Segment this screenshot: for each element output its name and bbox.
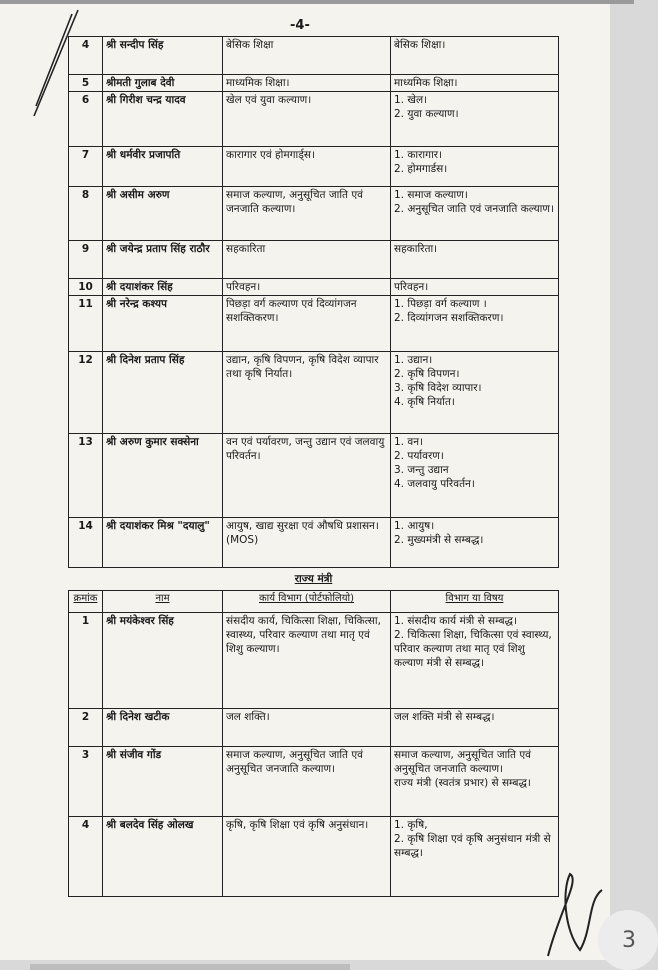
name-cell: श्री बलदेव सिंह ओलख (103, 817, 223, 897)
dept-item: 1. पिछड़ा वर्ग कल्याण । (394, 298, 487, 310)
name-cell: श्री धर्मवीर प्रजापति (103, 147, 223, 187)
serial-cell: 7 (69, 147, 103, 187)
top-edge (0, 0, 634, 4)
dept-item: सहकारिता। (394, 243, 438, 255)
departments-cell (391, 709, 559, 747)
name-cell: श्री दिनेश प्रताप सिंह (103, 352, 223, 434)
departments-cell (391, 434, 559, 518)
table-row (69, 747, 559, 817)
dept-item: 1. वन। (394, 436, 424, 448)
dept-item: 2. दिव्यांगजन सशक्तिकरण। (394, 312, 504, 324)
serial-cell: 11 (69, 296, 103, 352)
bottom-edge (30, 964, 350, 970)
dept-item: 2. मुख्यमंत्री से सम्बद्ध। (394, 534, 484, 546)
header-departments: विभाग या विषय (391, 591, 559, 613)
departments-cell (391, 352, 559, 434)
page-corner-badge: 3 (598, 910, 658, 970)
table-row (69, 296, 559, 352)
departments-cell (391, 518, 559, 568)
departments-cell (391, 75, 559, 92)
dept-item: 1. संसदीय कार्य मंत्री से सम्बद्ध। (394, 615, 517, 627)
dept-item: 1. समाज कल्याण। (394, 189, 468, 201)
dept-item: जल शक्ति मंत्री से सम्बद्ध। (394, 711, 495, 723)
page-number: -4- (290, 18, 310, 33)
name-cell: श्री असीम अरुण (103, 187, 223, 241)
serial-cell: 9 (69, 241, 103, 279)
dept-item: 1. खेल। (394, 94, 428, 106)
serial-cell: 14 (69, 518, 103, 568)
departments-cell (391, 92, 559, 147)
dept-item: बेसिक शिक्षा। (394, 39, 446, 51)
dept-item: 2. कृषि विपणन। (394, 368, 460, 380)
dept-item: 2. युवा कल्याण। (394, 108, 459, 120)
portfolio-cell: समाज कल्याण, अनुसूचित जाति एवं जनजाति कल्याण। (223, 187, 391, 241)
serial-cell: 5 (69, 75, 103, 92)
header-portfolio: कार्य विभाग (पोर्टफोलियो) (223, 591, 391, 613)
table-row (69, 75, 559, 92)
dept-item: 2. चिकित्सा शिक्षा, चिकित्सा एवं स्वास्थ्य, परिवार कल्याण तथा मातृ एवं शिशु कल्याण मंत्री से सम्बद्ध। (394, 629, 552, 669)
serial-cell: 3 (69, 747, 103, 817)
table-row (69, 817, 559, 897)
name-cell: श्री दयाशंकर सिंह (103, 279, 223, 296)
portfolio-cell: कारागार एवं होमगार्ड्स। (223, 147, 391, 187)
departments-cell (391, 296, 559, 352)
dept-item: परिवहन। (394, 281, 429, 293)
dept-item: 4. कृषि निर्यात। (394, 396, 455, 408)
name-cell: श्री गिरीश चन्द्र यादव (103, 92, 223, 147)
name-cell: श्री दिनेश खटीक (103, 709, 223, 747)
table-row (69, 187, 559, 241)
table-row (69, 352, 559, 434)
dept-item: 1. कारागार। (394, 149, 443, 161)
section-title-row (69, 568, 559, 591)
departments-cell (391, 613, 559, 709)
departments-cell (391, 187, 559, 241)
dept-item: 3. कृषि विदेश व्यापार। (394, 382, 482, 394)
departments-cell (391, 747, 559, 817)
departments-cell (391, 817, 559, 897)
table-row (69, 241, 559, 279)
portfolio-cell: खेल एवं युवा कल्याण। (223, 92, 391, 147)
table-row (69, 518, 559, 568)
name-cell: श्रीमती गुलाब देवी (103, 75, 223, 92)
table-row (69, 279, 559, 296)
table-row (69, 434, 559, 518)
ministers-table (68, 36, 559, 897)
dept-item: 1. उद्यान। (394, 354, 433, 366)
dept-item: 1. कृषि, (394, 819, 428, 831)
portfolio-cell: माध्यमिक शिक्षा। (223, 75, 391, 92)
serial-cell: 2 (69, 709, 103, 747)
table-row (69, 613, 559, 709)
name-cell: श्री अरुण कुमार सक्सेना (103, 434, 223, 518)
portfolio-cell: परिवहन। (223, 279, 391, 296)
table-row (69, 147, 559, 187)
name-cell: श्री मयंकेश्वर सिंह (103, 613, 223, 709)
portfolio-cell: वन एवं पर्यावरण, जन्तु उद्यान एवं जलवायु परिवर्तन। (223, 434, 391, 518)
dept-item: 4. जलवायु परिवर्तन। (394, 478, 475, 490)
header-row (69, 591, 559, 613)
dept-item: समाज कल्याण, अनुसूचित जाति एवं अनुसूचित जनजाति कल्याण। (394, 749, 532, 775)
portfolio-cell: संसदीय कार्य, चिकित्सा शिक्षा, चिकित्सा, स्वास्थ्य, परिवार कल्याण तथा मातृ एवं शिशु कल्याण। (223, 613, 391, 709)
mos-section (69, 568, 559, 897)
serial-cell: 4 (69, 817, 103, 897)
cabinet-rows (69, 37, 559, 568)
dept-item: माध्यमिक शिक्षा। (394, 77, 458, 89)
portfolio-cell: आयुष, खाद्य सुरक्षा एवं औषधि प्रशासन। (MOS) (223, 518, 391, 568)
serial-cell: 13 (69, 434, 103, 518)
serial-cell: 1 (69, 613, 103, 709)
dept-item: 3. जन्तु उद्यान (394, 464, 449, 476)
serial-cell: 4 (69, 37, 103, 75)
name-cell: श्री दयाशंकर मिश्र "दयालु" (103, 518, 223, 568)
portfolio-cell: कृषि, कृषि शिक्षा एवं कृषि अनुसंधान। (223, 817, 391, 897)
portfolio-cell: सहकारिता (223, 241, 391, 279)
departments-cell (391, 279, 559, 296)
header-serial: क्रमांक (69, 591, 103, 613)
portfolio-cell: बेसिक शिक्षा (223, 37, 391, 75)
dept-item: 2. अनुसूचित जाति एवं जनजाति कल्याण। (394, 203, 554, 215)
section-title: राज्य मंत्री (69, 568, 559, 591)
name-cell: श्री सन्दीप सिंह (103, 37, 223, 75)
dept-item: राज्य मंत्री (स्वतंत्र प्रभार) से सम्बद्ध। (394, 777, 531, 789)
name-cell: श्री संजीव गोंड (103, 747, 223, 817)
table-row (69, 92, 559, 147)
header-name: नाम (103, 591, 223, 613)
table-row (69, 709, 559, 747)
portfolio-cell: पिछड़ा वर्ग कल्याण एवं दिव्यांगजन सशक्तिकरण। (223, 296, 391, 352)
name-cell: श्री नरेन्द्र कश्यप (103, 296, 223, 352)
dept-item: 2. पर्यावरण। (394, 450, 444, 462)
table-row (69, 37, 559, 75)
name-cell: श्री जयेन्द्र प्रताप सिंह राठौर (103, 241, 223, 279)
portfolio-cell: उद्यान, कृषि विपणन, कृषि विदेश व्यापार तथा कृषि निर्यात। (223, 352, 391, 434)
serial-cell: 6 (69, 92, 103, 147)
portfolio-cell: जल शक्ति। (223, 709, 391, 747)
serial-cell: 10 (69, 279, 103, 296)
dept-item: 2. होमगार्डस। (394, 163, 448, 175)
departments-cell (391, 37, 559, 75)
portfolio-cell: समाज कल्याण, अनुसूचित जाति एवं अनुसूचित जनजाति कल्याण। (223, 747, 391, 817)
serial-cell: 8 (69, 187, 103, 241)
departments-cell (391, 241, 559, 279)
serial-cell: 12 (69, 352, 103, 434)
departments-cell (391, 147, 559, 187)
dept-item: 1. आयुष। (394, 520, 435, 532)
dept-item: 2. कृषि शिक्षा एवं कृषि अनुसंधान मंत्री से सम्बद्ध। (394, 833, 551, 859)
